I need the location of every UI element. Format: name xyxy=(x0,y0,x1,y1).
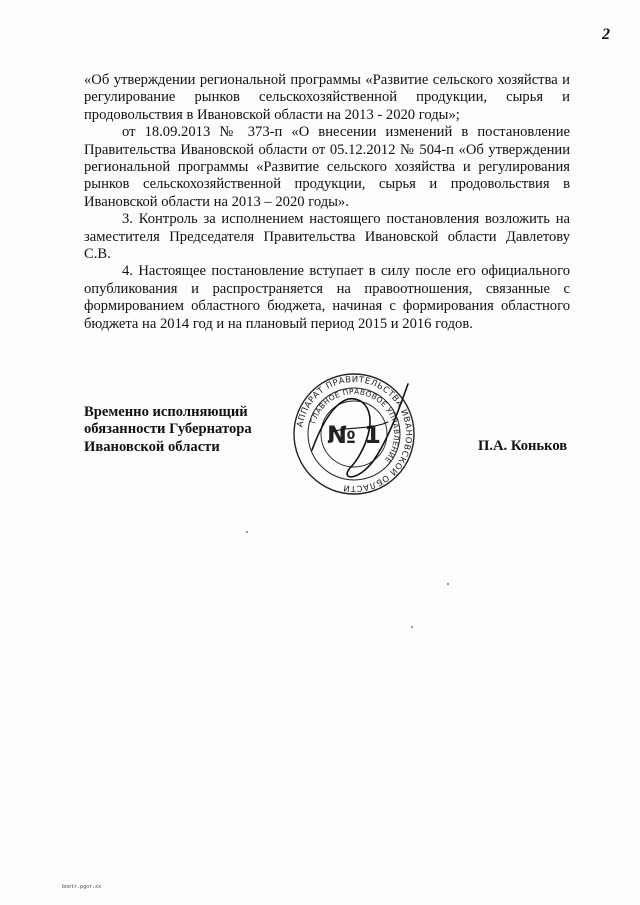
signer-name: П.А. Коньков xyxy=(478,438,568,454)
footer-text: bootr.pgor.xx xyxy=(62,884,102,890)
scan-speck xyxy=(411,626,413,628)
stamp-inner-text: ГЛАВНОЕ ПРАВОВОЕ УПРАВЛЕНИЕ xyxy=(308,386,402,465)
stamp-number: № 1 xyxy=(327,421,381,449)
paragraph-amendment: от 18.09.2013 № 373-п «О внесении изменений в постановление Правительства Ивановской области от 05.12.2012 № 504-п «Об утверждении региональной программы «Развитие сельского хозяйства и регулирования рынков сельскохозяйственной продукции, сырья и продовольствия в Ивановской области на 2013 – 2020 годы». xyxy=(84,124,570,210)
page-number: 2 xyxy=(602,26,610,43)
scan-speck xyxy=(246,531,248,533)
paragraph-control: 3. Контроль за исполнением настоящего постановления возложить на заместителя Председателя Правительства Ивановской области Давлетову С.В. xyxy=(84,211,570,263)
signature-position-line: Ивановской области xyxy=(84,438,220,455)
official-stamp xyxy=(292,372,416,496)
signature-position xyxy=(84,404,252,456)
signature-position-line: Временно исполняющий xyxy=(84,404,248,420)
paragraph-effective: 4. Настоящее постановление вступает в силу после его официального опубликования и распространяется на правоотношения, связанные с формированием областного бюджета, начиная с формирования областного бюджета на 2014 год и на плановый период 2015 и 2016 годов. xyxy=(84,263,570,332)
paragraph-program-title: «Об утверждении региональной программы «Развитие сельского хозяйства и регулирование рынков сельскохозяйственной продукции, сырья и продовольствия в Ивановской области на 2013 - 2020 годы»; xyxy=(84,72,570,123)
document-body xyxy=(84,72,570,333)
stamp-outer-text: АППАРАТ ПРАВИТЕЛЬСТВА ИВАНОВСКОЙ ОБЛАСТИ xyxy=(294,373,415,495)
scan-speck xyxy=(447,583,449,585)
signature-position-line: обязанности Губернатора xyxy=(84,421,252,438)
